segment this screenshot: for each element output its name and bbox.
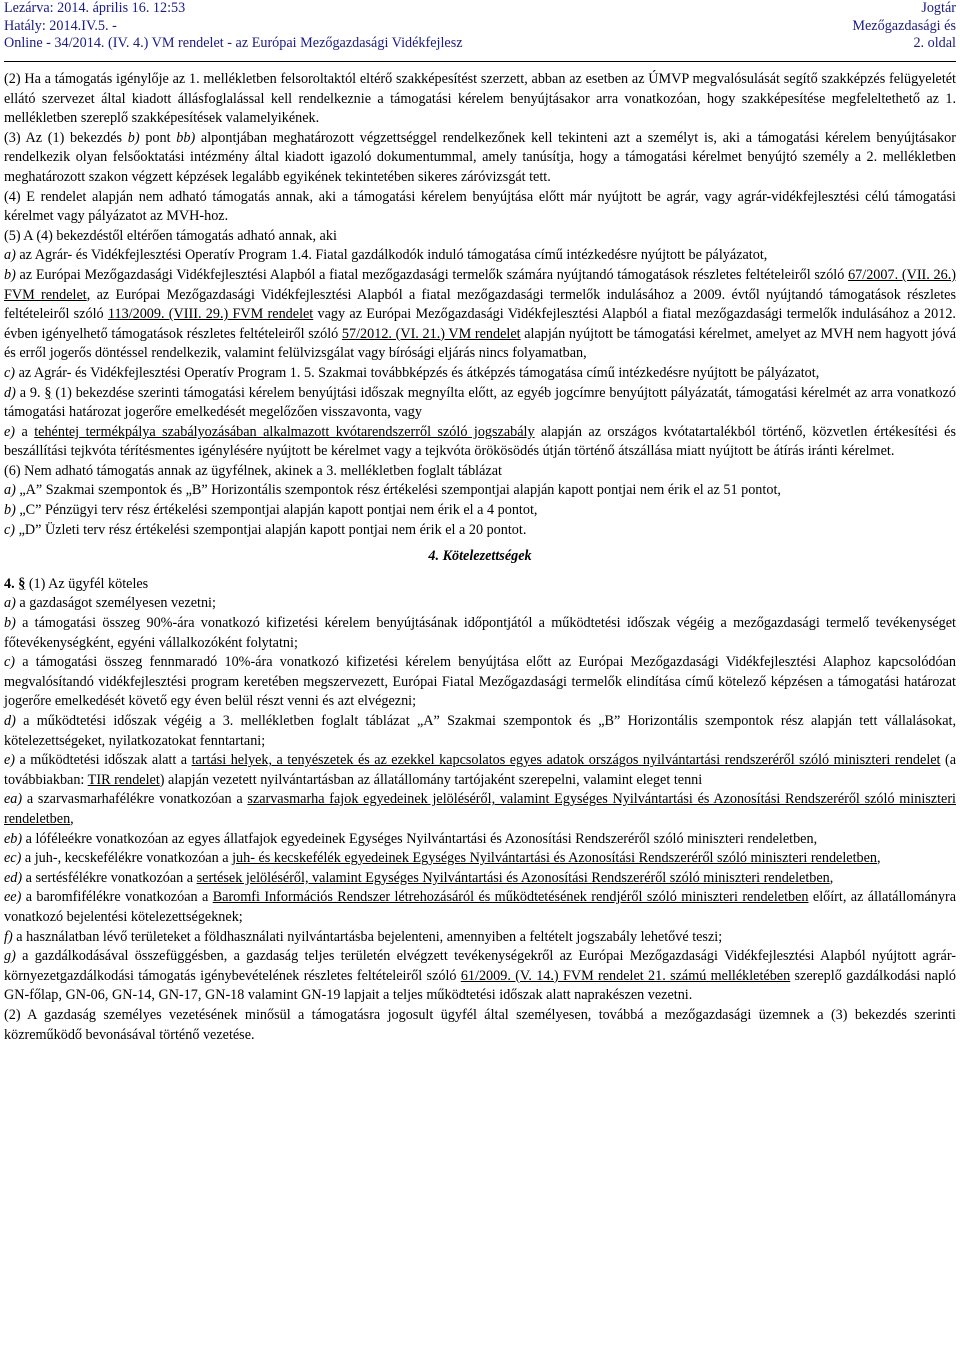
legal-reference-link[interactable]: 113/2009. (VIII. 29.) FVM rendelet (107, 306, 314, 323)
paragraph-text: , (829, 869, 834, 886)
page-header (0, 0, 960, 54)
header-left (4, 0, 463, 53)
point-label: e) (4, 423, 16, 440)
point-label: a) (4, 247, 16, 264)
point-label: bb) (176, 129, 196, 146)
paragraph-text: (a továbbiakban: (4, 752, 956, 788)
point-label: f) (4, 928, 13, 945)
paragraph (4, 423, 956, 462)
legal-reference-link[interactable]: § (18, 575, 26, 592)
paragraph-text: „C” Pénzügyi terv rész értékelési szempontjai alapján kapott pontjai nem érik el a 4 pontot, (15, 502, 538, 519)
paragraph-text: a gazdaságot személyesen vezetni; (15, 595, 216, 612)
point-label: c) (4, 521, 16, 538)
paragraph (4, 712, 956, 751)
paragraph-text: (1) Az ügyfél köteles (25, 575, 149, 592)
point-label: b) (4, 615, 16, 632)
section-obligations (4, 575, 956, 1045)
paragraph-text: az Agrár- és Vidékfejlesztési Operatív Program 1. 5. Szakmai továbbképzés és átképzés támogatása című intézkedésre nyújtott be pályázatot, (15, 364, 820, 381)
point-label: d) (4, 713, 16, 729)
paragraph (4, 830, 956, 850)
document-body (4, 70, 956, 1045)
point-label: eb) (4, 830, 23, 847)
paragraph-text: ) alapján vezetett nyilvántartásban az állatállomány tartójaként szerepelni, valamint eleget tenni (159, 771, 703, 788)
paragraph-text: a gazdálkodásával összefüggésben, a gazdaság teljes területén elvégzett tevékenységekről az Európai Mezőgazdasági Vidékfejlesztési Alapból nyújtott agrár-környezetgazdálkodási támogatás igénybevételének részletes feltételeiről szóló (4, 948, 956, 984)
paragraph-text: a sertésfélékre vonatkozóan a (22, 869, 197, 886)
paragraph-text: a támogatási összeg 90%-ára vonatkozó kifizetési kérelem benyújtásának időpontjától a működtetési időszak végéig a mezőgazdasági termelő tevékenységet főtevékenységként, egyéni vállalkozóként folytatni; (4, 615, 956, 651)
point-label: g) (4, 948, 16, 965)
paragraph-text: (3) Az (1) bekezdés (4, 129, 128, 146)
paragraph-text: a szarvasmarhafélékre vonatkozóan a (22, 791, 248, 808)
point-label: ee) (4, 889, 22, 906)
paragraph-text: a juh-, kecskefélékre vonatkozóan a (21, 850, 233, 867)
paragraph-text: , (877, 850, 881, 867)
header-right (852, 0, 956, 53)
paragraph-text: a működtetési időszak végéig a 3. mellékletben foglalt táblázat „A” Szakmai szempontok és „B” Horizontális szempontok rész alapján tett vállalásokat, kötelezettségeket, nyilatkozatokat fenntartani; (4, 713, 956, 749)
paragraph-text: vagy az Európai Mezőgazdasági Vidékfejlesztési Alapból a fiatal mezőgazdasági termelők indulásához a 2012. évben igényelhető támogatások részletes feltételeiről szóló (4, 306, 956, 342)
paragraph (4, 481, 956, 501)
point-label: b) (4, 266, 16, 283)
paragraph (4, 790, 956, 829)
point-label: c) (4, 654, 16, 671)
paragraph (4, 384, 956, 423)
point-label: a) (4, 482, 16, 499)
point-label: b) (4, 502, 16, 519)
paragraph (4, 575, 956, 595)
paragraph (4, 462, 956, 482)
paragraph (4, 1006, 956, 1045)
legal-reference-link[interactable]: juh- és kecskefélék egyedeinek Egységes Nyilvántartási és Azonosítási Rendszeréről szóló miniszteri rendeletben (232, 850, 877, 867)
paragraph-text: előírt, az állatállományra vonatkozó bejelentési kötelezettségeknek; (4, 889, 957, 925)
paragraph (4, 266, 956, 364)
paragraph (4, 246, 956, 266)
paragraph-text: „A” Szakmai szempontok és „B” Horizontális szempontok rész értékelési szempontjai alapján kapott pontjai nem érik el az 51 pontot, (15, 482, 781, 499)
paragraph-text: az Agrár- és Vidékfejlesztési Operatív Program 1.4. Fiatal gazdálkodók induló támogatása című intézkedésre nyújtott be pályázatot, (15, 247, 768, 264)
legal-reference-link[interactable]: tehéntej termékpálya szabályozásában alkalmazott kvótarendszerről szóló jogszabály (34, 423, 535, 440)
paragraph (4, 849, 956, 869)
paragraph (4, 594, 956, 614)
legal-reference-link[interactable]: 67/2007. (VII. 26.) FVM rendelet (4, 266, 956, 303)
point-label: ec) (4, 850, 22, 867)
legal-reference-link[interactable]: § (44, 384, 52, 401)
point-label: b) (127, 129, 140, 146)
paragraph-text: a baromfifélékre vonatkozóan a (21, 889, 213, 906)
paragraph-text: a támogatási összeg fennmaradó 10%-ára vonatkozó kifizetési kérelem benyújtása előtt az Európai Mezőgazdasági Vidékfejlesztési Alaphoz kapcsolódóan megvalósítandó vidékfejlesztési program keretében megszervezett, Európai Fiatal Mezőgazdasági termelők elindítása című kötelező képzésen a támogatási határozat jogerőre emelkedését követő egy éven belül részt venni és azt elvégezni; (4, 654, 956, 710)
legal-reference-link[interactable]: 57/2012. (VI. 21.) VM rendelet (341, 325, 521, 342)
paragraph-text: „D” Üzleti terv rész értékelési szempontjai alapján kapott pontjai nem érik el a 20 pontot. (15, 521, 527, 538)
paragraph-text: (2) Ha a támogatás igénylője az 1. mellékletben felsoroltaktól eltérő szakképesítést szerzett, abban az esetben az ÚMVP megvalósulását segítő szakképzés felügyeletét ellátó szervezet által kiadott állásfoglalással kell rendelkeznie a támogatási kérelem benyújtásakor arra vonatkozóan, hogy szakképesítése megfeleltethető az 1. mellékletben szereplő szakképesítések valamelyikének. (4, 71, 956, 127)
paragraph (4, 869, 956, 889)
header-category: Mezőgazdasági és (852, 17, 956, 34)
point-label: ed) (4, 869, 23, 886)
paragraph-text: (6) Nem adható támogatás annak az ügyfélnek, akinek a 3. mellékletben foglalt táblázat (4, 462, 502, 479)
header-document-title: Online - 34/2014. (IV. 4.) VM rendelet - az Európai Mezőgazdasági Vidékfejlesz (4, 35, 463, 51)
paragraph-text: alpontjában meghatározott végzettséggel rendelkezőnek kell tekinteni azt a személyt is, aki a támogatási kérelem benyújtásakor rendelkezik olyan felsőoktatási intézmény által kiadott igazoló dokumentummal, amely tanúsítja, hogy a támogatási kérelmet benyújtó személy a 2. mellékletben meghatározott szakon végzett képzések legalább egyikének tekintetében sikeres záróvizsgát tett. (4, 129, 956, 185)
paragraph-text: (4) E rendelet alapján nem adható támogatás annak, aki a támogatási kérelem benyújtása előtt már nyújtott be agrár, vagy agrár-vidékfejlesztési célú támogatási kérelmet vagy pályázatot az MVH-hoz. (4, 188, 956, 225)
paragraph-text: az Európai Mezőgazdasági Vidékfejlesztési Alapból a fiatal mezőgazdasági termelők számára nyújtandó támogatások részletes feltételeiről szóló (15, 266, 849, 283)
paragraph-text: pont (139, 129, 177, 146)
header-divider (4, 61, 956, 62)
paragraph-text: a használatban lévő területeket a földhasználati nyilvántartásba bejelenteni, amennyiben a feltételt jogszabály lehetővé teszi; (12, 928, 723, 945)
header-closed-date: Lezárva: 2014. április 16. 12:53 (4, 0, 186, 16)
legal-reference-link[interactable]: Baromfi Információs Rendszer létrehozásáról és működtetésének rendjéről szóló miniszteri rendeletben (212, 889, 809, 906)
paragraph (4, 888, 956, 927)
point-label: ea) (4, 791, 23, 808)
paragraph-text: (2) A gazdaság személyes vezetésének minősül a támogatásra jogosult ügyfél által személyesen, továbbá a mezőgazdasági üzemnek a (3) bekezdés szerinti közreműködő bevonásával történő vezetése. (4, 1006, 956, 1043)
paragraph-text: , az Európai Mezőgazdasági Vidékfejlesztési Alapból a fiatal mezőgazdasági termelők indulásához a 2009. évtől nyújtandó támogatások részletes feltételeiről szóló (4, 286, 956, 323)
header-source: Jogtár (921, 0, 956, 16)
paragraph (4, 614, 956, 653)
paragraph-text: a (15, 423, 35, 440)
point-label: d) (4, 384, 16, 401)
paragraph (4, 501, 956, 521)
paragraph-text: (1) bekezdése szerinti támogatási kérelem benyújtási időszak megnyílta előtt, az egyéb jogcímre benyújtott pályázatát, támogatási kérelmét az arra vonatkozó támogatási határozat jogerőre emelkedését megelőzően visszavonta, vagy (4, 384, 956, 421)
legal-reference-link[interactable]: TIR rendelet (87, 771, 160, 788)
paragraph (4, 947, 956, 1006)
section-paragraphs (4, 70, 956, 540)
point-label: a) (4, 595, 16, 612)
paragraph (4, 129, 956, 188)
legal-reference-link[interactable]: 61/2009. (V. 14.) FVM rendelet 21. számú mellékletében (460, 967, 791, 984)
section-heading: 4. Kötelezettségek (428, 548, 532, 565)
paragraph-text: a 9. (15, 384, 45, 401)
paragraph (4, 227, 956, 247)
legal-reference-link[interactable]: szarvasmarha fajok egyedeinek jelöléséről, valamint Egységes Nyilvántartási és Azonosítási Rendszeréről szóló miniszteri rendeletben (4, 791, 956, 827)
paragraph-text: , (70, 810, 74, 827)
paragraph (4, 653, 956, 712)
paragraph-text: a működtetési időszak alatt a (15, 752, 192, 769)
legal-reference-link[interactable]: tartási helyek, a tenyészetek és az ezekkel kapcsolatos egyes adatok országos nyilvántartási rendszeréről szóló miniszteri rendelet (191, 752, 941, 769)
point-label: e) (4, 752, 16, 769)
paragraph-text: (5) A (4) bekezdéstől eltérően támogatás adható annak, aki (4, 227, 337, 244)
paragraph (4, 928, 956, 948)
paragraph (4, 364, 956, 384)
paragraph (4, 751, 956, 790)
header-validity: Hatály: 2014.IV.5. - (4, 17, 117, 34)
header-page-number: 2. oldal (913, 35, 956, 51)
paragraph (4, 70, 956, 129)
paragraph (4, 521, 956, 541)
paragraph-text: alapján nyújtott be támogatási kérelmet, amelyet az MVH nem hagyott jóvá és erről jogerős döntéssel rendelkezik, valamint felülvizsgálat vagy bírósági eljárás nincs folyamatban, (4, 325, 956, 362)
paragraph-text: a lóféleékre vonatkozóan az egyes állatfajok egyedeinek Egységes Nyilvántartási és Azonosítási Rendszeréről szóló miniszteri rendeletben, (22, 830, 818, 847)
paragraph-text: 4. (4, 575, 19, 592)
paragraph (4, 188, 956, 227)
paragraph-text: alapján az országos kvótatartalékból történő, közvetlen értékesítési és beszállítási tejkvóta térítésmentes igénylésére nyújtott be kérelmet vagy a tejkvóta örökösödés útján történő átszállása miatt nyújtott be átírás iránti kérelmet. (4, 423, 956, 460)
point-label: c) (4, 364, 16, 381)
paragraph-text: szereplő gazdálkodási napló GN-főlap, GN-06, GN-14, GN-17, GN-18 valamint GN-19 lapjait a teljes működtetési időszak alatt naprakészen vezetni. (4, 967, 956, 1004)
legal-reference-link[interactable]: sertések jelöléséről, valamint Egységes Nyilvántartási és Azonosítási Rendszeréről szóló miniszteri rendeletben (196, 869, 830, 886)
